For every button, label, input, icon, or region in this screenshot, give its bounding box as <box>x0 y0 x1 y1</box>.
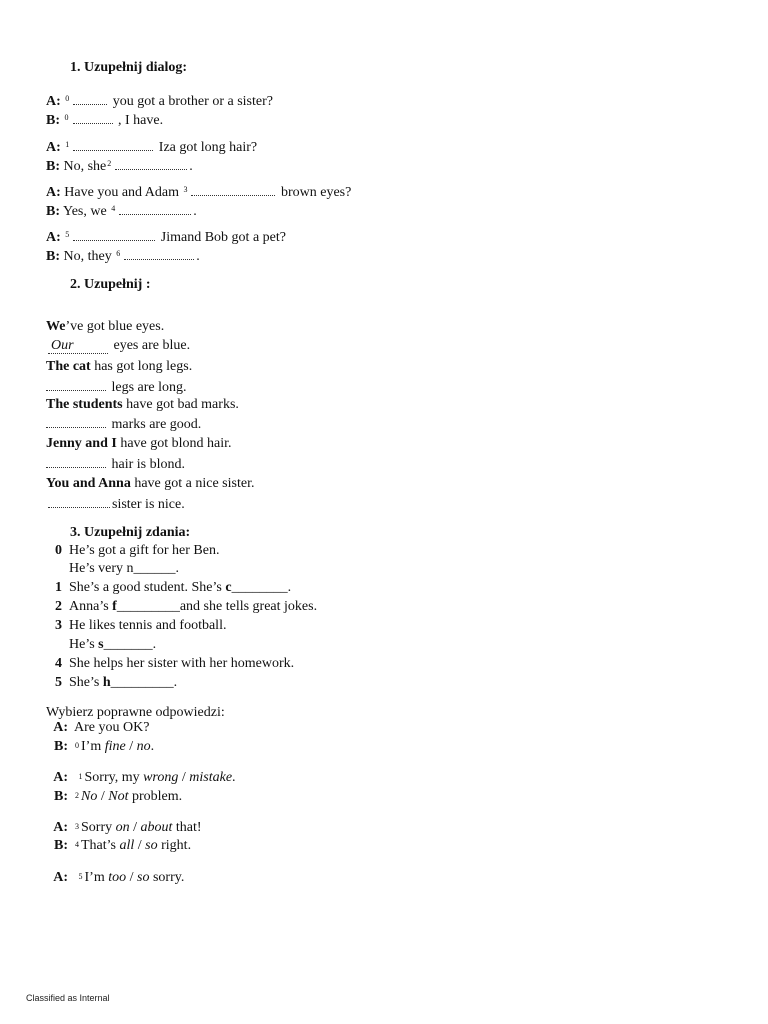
option-b[interactable]: Not <box>108 789 129 804</box>
option-b[interactable]: so <box>145 838 158 853</box>
option-a[interactable]: on <box>115 820 130 835</box>
answer-blank[interactable] <box>46 454 106 468</box>
dialog-line: A: Have you and Adam $^3$ brown eyes? <box>46 182 351 202</box>
answer-blank[interactable] <box>119 201 191 215</box>
item-number: 1 <box>55 580 62 595</box>
sentence: The cat has got long legs. <box>46 359 193 374</box>
item-number: 3 <box>55 618 62 633</box>
ex3-title: 3. Uzupełnij zdania: <box>70 525 191 540</box>
choice-line: B: $^0$ I’m fine / no. <box>54 739 155 754</box>
option-b[interactable]: so <box>137 870 150 885</box>
item-number: 5 <box>55 675 62 690</box>
option-a[interactable]: No <box>81 789 98 804</box>
item-number: 2 <box>55 599 62 614</box>
ex1-title: 1. Uzupełnij dialog: <box>70 60 188 75</box>
item-number: 0 <box>55 543 62 558</box>
dialog-line: B: No, she$^2$ . <box>46 156 193 176</box>
ex2-title: 2. Uzupełnij : <box>70 277 151 292</box>
answer-blank[interactable] <box>48 494 110 508</box>
option-b[interactable]: no <box>136 739 151 754</box>
sentence: Anna’s f_________and she tells great jokes. <box>69 599 318 614</box>
sentence: Jenny and I have got blond hair. <box>46 436 232 451</box>
answer-blank[interactable] <box>73 91 107 105</box>
rewrite-line: sister is nice. <box>46 494 185 514</box>
sentence: He’s s_______. <box>69 637 157 652</box>
dialog-line: B: No, they $^6$ . <box>46 246 200 266</box>
sentence: He likes tennis and football. <box>69 618 227 633</box>
classification-footer: Classified as Internal <box>26 993 110 1003</box>
item-number: 4 <box>55 656 62 671</box>
rewrite-line: legs are long. <box>46 377 187 397</box>
sentence: She’s h_________. <box>69 675 178 690</box>
option-a[interactable]: fine <box>104 739 126 754</box>
sentence: He’s very n______. <box>69 561 180 576</box>
answer-blank[interactable] <box>124 246 194 260</box>
answer-blank[interactable] <box>73 110 113 124</box>
rewrite-line: hair is blond. <box>46 454 185 474</box>
sentence: He’s got a gift for her Ben. <box>69 543 220 558</box>
choice-line: B: $^2$ No / Not problem. <box>54 789 183 804</box>
answer-blank[interactable] <box>46 377 106 391</box>
answer-blank[interactable] <box>115 156 187 170</box>
rewrite-line: marks are good. <box>46 414 201 434</box>
dialog-line: A: $^5$ Jimand Bob got a pet? <box>46 227 286 247</box>
option-b[interactable]: mistake <box>189 770 233 785</box>
option-a[interactable]: wrong <box>143 770 179 785</box>
option-a[interactable]: all <box>119 838 135 853</box>
sentence: You and Anna have got a nice sister. <box>46 476 255 491</box>
ex4-title: Wybierz poprawne odpowiedzi: <box>46 705 225 720</box>
option-b[interactable]: about <box>140 820 173 835</box>
answer-blank[interactable] <box>73 137 153 151</box>
sentence: The students have got bad marks. <box>46 397 239 412</box>
sentence: We’ve got blue eyes. <box>46 319 165 334</box>
rewrite-line: Our eyes are blue. <box>46 337 190 355</box>
dialog-line: B: $^0$ , I have. <box>46 110 163 130</box>
choice-line: B: $^4$ That’s all / so right. <box>54 838 192 853</box>
choice-line: A: $^1$ Sorry, my wrong / mistake. <box>53 770 236 785</box>
sentence: She helps her sister with her homework. <box>69 656 295 671</box>
dialog-line: A: $^0$ you got a brother or a sister? <box>46 91 273 111</box>
dialog-line: A: $^1$ Iza got long hair? <box>46 137 257 157</box>
answer-blank[interactable] <box>191 182 275 196</box>
choice-line: A: $^3$ Sorry on / about that! <box>53 820 202 835</box>
answer-blank[interactable] <box>46 414 106 428</box>
answer-blank[interactable] <box>73 227 155 241</box>
choice-line: A: Are you OK? <box>53 720 150 735</box>
answer-blank[interactable]: Our <box>48 338 108 354</box>
dialog-line: B: Yes, we $^4$ . <box>46 201 197 221</box>
choice-line: A: $^5$ I’m too / so sorry. <box>53 870 185 885</box>
sentence: She’s a good student. She’s c________. <box>69 580 292 595</box>
option-a[interactable]: too <box>108 870 127 885</box>
